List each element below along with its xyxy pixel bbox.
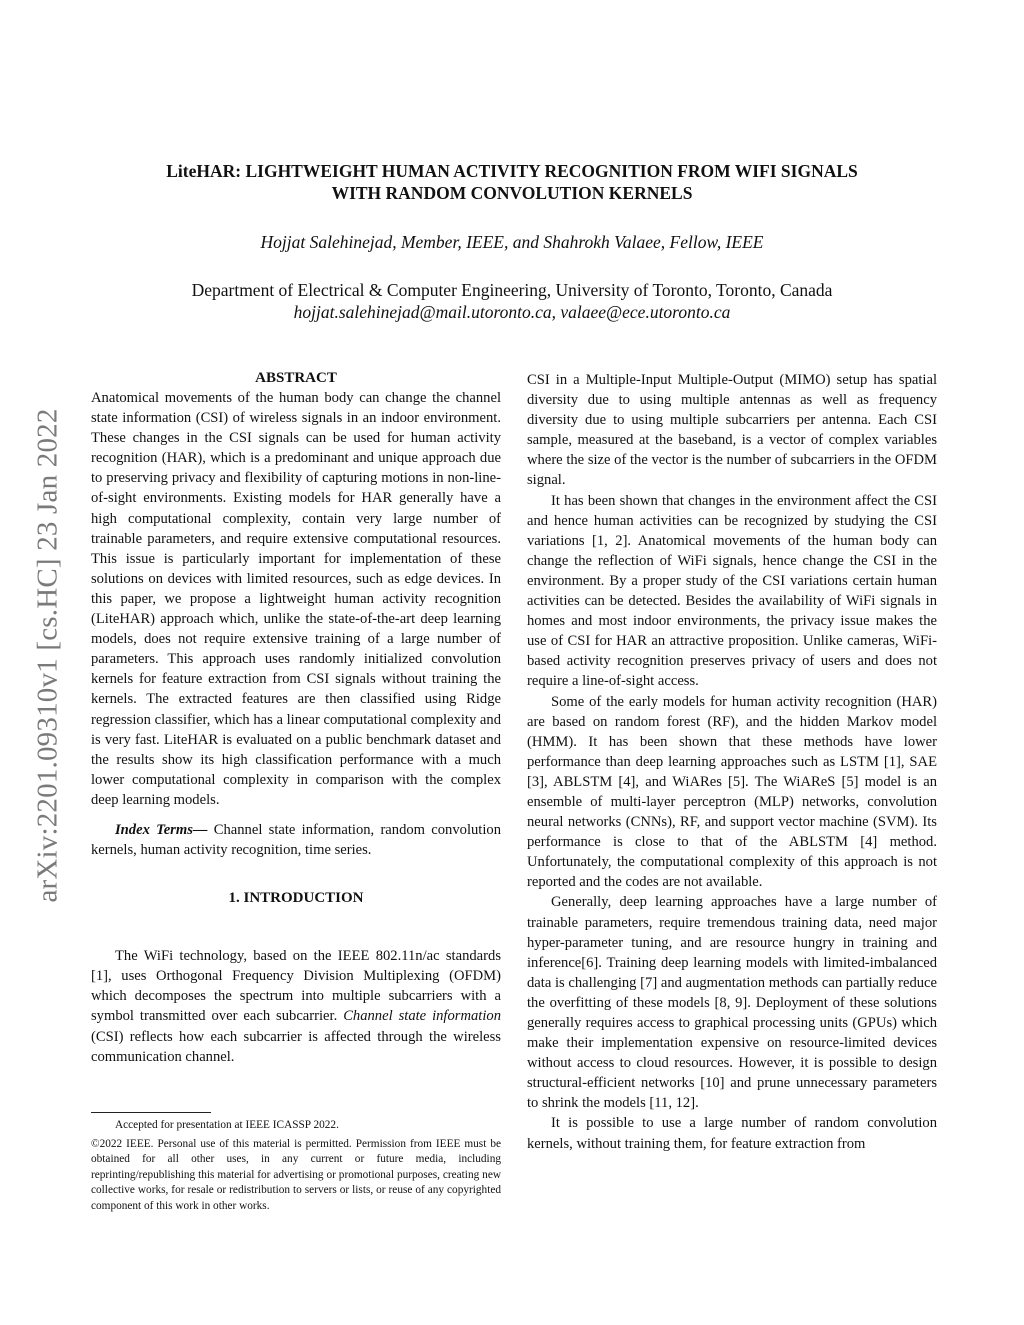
intro-paragraph-3: It has been shown that changes in the environment affect the CSI and hence human activities can be recognized by studying the CSI variations [1, 2]. Anatomical movements of the human body can change the reflection of WiFi signals, hence change the CSI in the environment. By a proper study of the CSI variations certain human activities can be detected. Besides the availability of WiFi signals in homes and most indoor environments, the privacy issue makes the use of CSI for HAR an attractive proposition. Unlike cameras, WiFi-based activity recognition preserves privacy of users and does not require a line-of-sight access.: [527, 492, 937, 690]
arxiv-identifier: arXiv:2201.09310v1 [cs.HC] 23 Jan 2022: [31, 407, 64, 903]
author-emails: hojjat.salehinejad@mail.utoronto.ca, valaee@ece.utoronto.ca: [293, 302, 731, 322]
intro-paragraph-2: CSI in a Multiple-Input Multiple-Output (MIMO) setup has spatial diversity due to using multiple antennas as well as frequency diversity due to using multiple subcarriers per antenna. Each CSI sample, measured at the baseband, is a vector of complex variables where the size of the vector is the number of subcarriers in the OFDM signal.: [527, 372, 937, 489]
introduction-heading: 1. INTRODUCTION: [228, 890, 364, 907]
intro-paragraph-5: Generally, deep learning approaches have a large number of trainable parameters, require tremendous training data, need major hyper-parameter tuning, and are resource hungry in training and inference[6]. Training deep learning models with limited-imbalanced data is challenging [7] and augmentation methods can partially reduce the overfitting of these models [8, 9]. Deployment of these solutions generally requires access to graphical processing units (GPUs) which make their implementation expensive on resource-limited devices without access to cloud resources. However, it is possible to design structural-efficient networks [10] and prune unnecessary parameters to shrink the models [11, 12].: [527, 894, 937, 1112]
abstract-text: Anatomical movements of the human body can change the channel state information (CSI) of wireless signals in an indoor environment. These changes in the CSI signals can be used for human activity recognition (HAR), which is a predominant and unique approach due to preserving privacy and flexibility of capturing motions in non-line-of-sight environments. Existing models for HAR generally have a high computational complexity, contain very large number of trainable parameters, and require extensive computational resources. This issue is particularly important for implementation of these solutions on devices with limited resources, such as edge devices. In this paper, we propose a lightweight human activity recognition (LiteHAR) approach which, unlike the state-of-the-art deep learning models, does not require extensive training of a large number of parameters. This approach uses randomly initialized convolution kernels for feature extraction from CSI signals without training the kernels. The extracted features are then classified using Ridge regression classifier, which has a linear computational complexity and is very fast. LiteHAR is evaluated on a public benchmark dataset and the results show its high classification performance with a much lower computational complexity in comparison with the complex deep learning models.: [91, 390, 501, 808]
department: Department of Electrical & Computer Engineering, University of Toronto, Toronto, Canada: [191, 280, 833, 300]
intro-p1-text-a: The WiFi technology, based on the IEEE 802.11n/ac standards [1], uses Orthogonal Frequency Division Multiplexing (OFDM) which decomposes the spectrum into multiple subcarriers with a symbol transmitted over each subcarrier.: [91, 948, 501, 1025]
title-line-2: WITH RANDOM CONVOLUTION KERNELS: [331, 183, 693, 203]
abstract-heading: ABSTRACT: [255, 370, 337, 386]
intro-paragraph-6: It is possible to use a large number of random convolution kernels, without training them, for feature extraction from: [527, 1115, 937, 1152]
footnote-rule: [91, 1112, 211, 1113]
right-column: [527, 370, 937, 1154]
index-terms: [91, 820, 501, 860]
footnote-copyright: ©2022 IEEE. Personal use of this material is permitted. Permission from IEEE must be obtained for all other uses, in any current or future media, including reprinting/republishing this material for advertising or promotional purposes, creating new collective works, for resale or redistribution to servers or lists, or reuse of any copyrighted component of this work in other works.: [91, 1137, 501, 1212]
intro-paragraph-4: Some of the early models for human activity recognition (HAR) are based on random forest (RF), and the hidden Markov model (HMM). It has been shown that these methods have lower performance than deep learning approaches such as LSTM [1], SAE [3], ABLSTM [4], and WiARes [5]. The WiAReS [5] model is an ensemble of multi-layer perceptron (MLP) networks, convolution neural networks (CNNs), RF, and support vector machine (SVM). Its performance is close to that of the ABLSTM [4] method. Unfortunately, the computational complexity of this approach is not reported and the codes are not available.: [527, 693, 937, 891]
intro-p1-emphasis: Channel state information: [343, 1008, 502, 1025]
footnotes: [91, 1118, 501, 1214]
intro-p1-text-b: (CSI) reflects how each subcarrier is affected through the wireless communication channel.: [91, 1028, 501, 1065]
affiliation-block: [92, 279, 932, 323]
paper-title: [92, 160, 932, 204]
left-column: [91, 368, 501, 1067]
arxiv-sidebar-stamp: [28, 360, 68, 950]
author-list: Hojjat Salehinejad, Member, IEEE, and Shahrokh Valaee, Fellow, IEEE: [260, 232, 764, 252]
title-line-1: LiteHAR: LIGHTWEIGHT HUMAN ACTIVITY RECOGNITION FROM WIFI SIGNALS: [166, 161, 858, 181]
intro-paragraph-1: [91, 946, 501, 1067]
index-terms-label: Index Terms—: [115, 821, 208, 838]
index-terms-text: Channel state information, random convolution kernels, human activity recognition, time series.: [91, 821, 501, 859]
footnote-acceptance: Accepted for presentation at IEEE ICASSP 2022.: [115, 1119, 339, 1131]
